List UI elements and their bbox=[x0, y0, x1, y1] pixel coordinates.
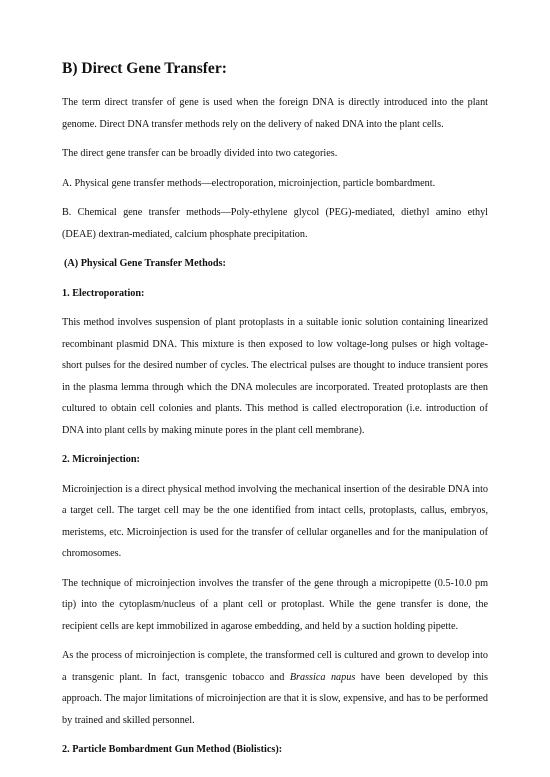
microinjection-paragraph-1: Microinjection is a direct physical method involving the mechanical insertion of the desirable DNA into a target cell. The target cell may be the one identified from intact cells, protoplasts, callus, embryos, meristems, etc. Microinjection is used for the transfer of cellular organelles and for the manipulation of chromosomes. bbox=[62, 483, 488, 559]
p3-text-before: As the process of microinjection is complete, the transformed cell is cultured and grown to develop into a transgenic plant. In fact, transgenic tobacco and bbox=[62, 650, 488, 683]
microinjection-paragraph-3 bbox=[62, 645, 488, 731]
particle-bombardment-heading: 2. Particle Bombardment Gun Method (Biolistics): bbox=[62, 744, 283, 755]
electroporation-paragraph: This method involves suspension of plant protoplasts in a suitable ionic solution containing linearized recombinant plasmid DNA. This mixture is then exposed to low voltage-long pulses or high voltage-short pulses for the desired number of cycles. The electrical pulses are thought to induce transient pores in the plasma lemma through which the DNA molecules are incorporated. Treated protoplasts are then cultured to obtain cell colonies and plants. This method is called electroporation (i.e. introduction of DNA into plant cells by making minute pores in the plant cell membrane). bbox=[62, 317, 488, 436]
electroporation-heading: 1. Electroporation: bbox=[62, 287, 145, 299]
page-title: B) Direct Gene Transfer: bbox=[62, 60, 227, 77]
microinjection-heading: 2. Microinjection: bbox=[62, 454, 140, 465]
p3-text-after: have been developed by this approach. The major limitations of microinjection are that it is slow, expensive, and has to be performed by trained and skilled personnel. bbox=[62, 671, 489, 726]
categories-intro: The direct gene transfer can be broadly divided into two categories. bbox=[62, 148, 338, 159]
category-b: B. Chemical gene transfer methods—Poly-ethylene glycol (PEG)-mediated, diethyl amino ethyl (DEAE) dextran-mediated, calcium phosphate precipitation. bbox=[62, 207, 488, 240]
intro-paragraph: The term direct transfer of gene is used when the foreign DNA is directly introduced into the plant genome. Direct DNA transfer methods rely on the delivery of naked DNA into the plant cells. bbox=[62, 97, 488, 130]
microinjection-paragraph-2: The technique of microinjection involves the transfer of the gene through a micropipette (0.5-10.0 pm tip) into the cytoplasm/nucleus of a plant cell or protoplast. While the gene transfer is done, the recipient cells are kept immobilized in agarose embedding, and held by a suction holding pipette. bbox=[62, 577, 488, 632]
species-name: Brassica napus bbox=[289, 671, 356, 683]
section-a-heading: (A) Physical Gene Transfer Methods: bbox=[64, 258, 226, 269]
category-a: A. Physical gene transfer methods—electroporation, microinjection, particle bombardment. bbox=[62, 177, 436, 189]
